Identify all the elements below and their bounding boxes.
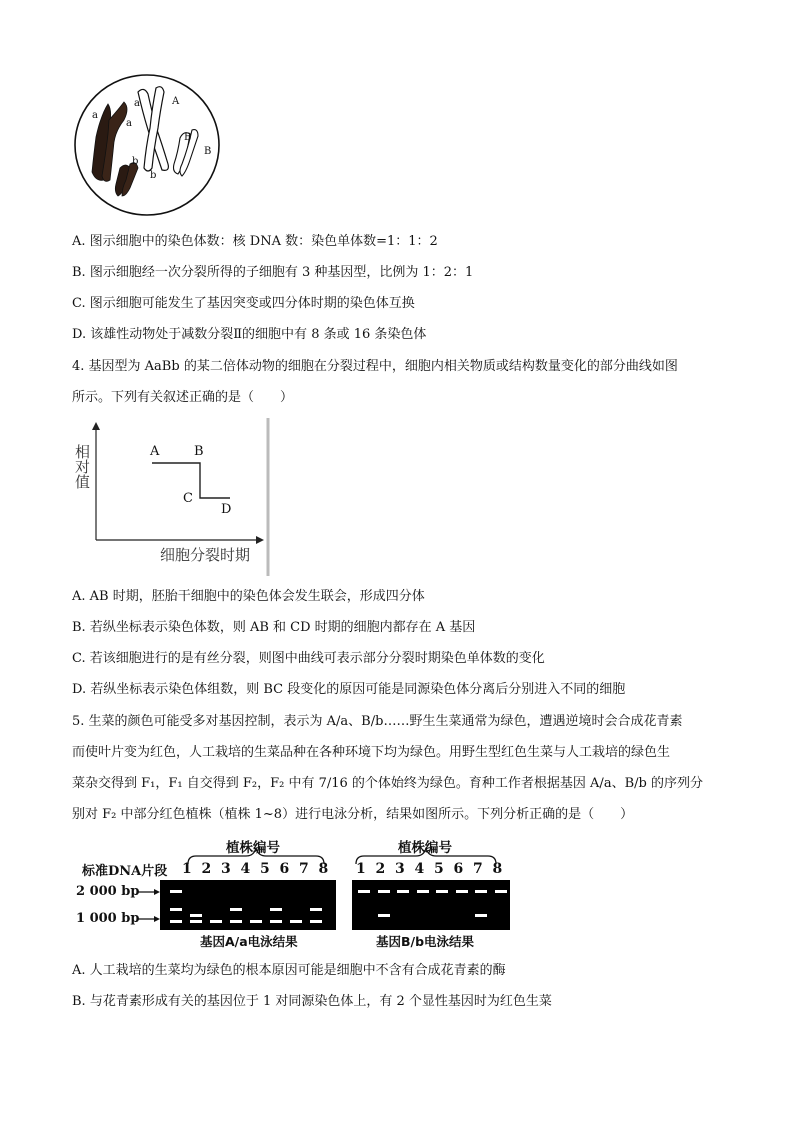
label-a2: a: [134, 98, 140, 109]
gelA-plant-header: 植株编号: [226, 840, 280, 856]
q4-stem-line2: 所示。下列有关叙述正确的是（ ）: [72, 390, 294, 405]
label-B2: B: [204, 146, 212, 157]
lane-number: 5: [260, 861, 270, 877]
gel-band-marker-2000: [170, 890, 182, 893]
gel-band-top: [397, 890, 409, 893]
gel-band-top: [170, 908, 182, 911]
gel-band-bottom: [290, 920, 302, 923]
q4-graph: [72, 418, 272, 576]
gel-band-bottom: [310, 920, 322, 923]
gel-b-image: [352, 880, 510, 930]
gel-band-top: [270, 908, 282, 911]
lane-number: 3: [221, 861, 231, 877]
label-b1: b: [132, 156, 139, 167]
std-dna-label: 标准DNA片段: [82, 864, 168, 879]
gel-band-bottom: [378, 914, 390, 917]
gel-band-bottom: [190, 920, 202, 923]
point-D: D: [221, 502, 232, 517]
lane-number: 1: [182, 861, 192, 877]
y-axis-arrow: [92, 422, 100, 430]
lane-number: 8: [318, 861, 329, 877]
q5-option-a: A. 人工栽培的生菜均为绿色的根本原因可能是细胞中不含有合成花青素的酶: [72, 963, 506, 978]
bp-2000-label: 2 000 bp: [76, 884, 140, 899]
gel-band-top: [417, 890, 429, 893]
cell-figure: [72, 72, 222, 218]
label-B1: B: [184, 132, 192, 143]
y-axis-label: 相对值: [73, 444, 91, 489]
gel-band-top: [436, 890, 448, 893]
gel-a-caption: 基因A/a电泳结果: [200, 934, 298, 949]
point-C: C: [183, 491, 193, 506]
label-b2: b: [150, 170, 157, 181]
bp-1000-label: 1 000 bp: [76, 911, 140, 926]
q3-option-a: A. 图示细胞中的染色体数：核 DNA 数：染色单体数=1：1：2: [72, 234, 438, 249]
lane-number: 6: [453, 861, 464, 877]
q4-option-b: B. 若纵坐标表示染色体数，则 AB 和 CD 时期的细胞内都存在 A 基因: [72, 620, 476, 635]
gel-b-caption: 基因B/b电泳结果: [376, 934, 475, 949]
gel-band-top: [358, 890, 370, 893]
gel-band-bottom: [475, 914, 487, 917]
gel-band-bottom: [230, 920, 242, 923]
lane-number: 2: [201, 861, 212, 877]
lane-number: 4: [414, 861, 425, 877]
q4-stem-line1: 4. 基因型为 AaBb 的某二倍体动物的细胞在分裂过程中，细胞内相关物质或结构数量变化的部分曲线如图: [72, 359, 678, 374]
gel-band-bottom: [170, 920, 182, 923]
q3-option-b: B. 图示细胞经一次分裂所得的子细胞有 3 种基因型，比例为 1：2：1: [72, 265, 474, 280]
point-A: A: [150, 444, 160, 459]
q5-stem-line3: 菜杂交得到 F₁，F₁ 自交得到 F₂，F₂ 中有 7/16 的个体始终为绿色。育种工作者根据基因 A/a、B/b 的序列分: [72, 776, 703, 791]
q3-option-c: C. 图示细胞可能发生了基因突变或四分体时期的染色体互换: [72, 296, 415, 311]
lane-number: 2: [375, 861, 386, 877]
label-a1: a: [92, 110, 98, 121]
gelB-plant-header: 植株编号: [398, 840, 452, 856]
gel-band-mid: [190, 914, 202, 917]
gel-band-bottom: [210, 920, 222, 923]
q5-stem-line4: 别对 F₂ 中部分红色植株（植株 1~8）进行电泳分析，结果如图所示。下列分析正确的是（ ）: [72, 807, 634, 822]
lane-number: 6: [279, 861, 290, 877]
gel-b-lane-numbers: [356, 861, 506, 879]
label-A: A: [172, 96, 180, 107]
gel-band-bottom: [270, 920, 282, 923]
cell-diagram: [72, 72, 222, 218]
q4-option-a: A. AB 时期，胚胎干细胞中的染色体会发生联会，形成四分体: [72, 589, 425, 604]
x-axis-arrow: [256, 536, 264, 544]
gel-band-top: [475, 890, 487, 893]
gel-a-image: [160, 880, 336, 930]
q5-stem-line1: 5. 生菜的颜色可能受多对基因控制，表示为 A/a、B/b……野生生菜通常为绿色，遭遇逆境时会合成花青素: [72, 714, 683, 729]
gel-band-top: [495, 890, 507, 893]
gel-a-lane-numbers: [182, 861, 332, 879]
gel-band-top: [378, 890, 390, 893]
gel-band-top: [310, 908, 322, 911]
lane-number: 5: [434, 861, 444, 877]
lane-number: 3: [395, 861, 405, 877]
gel-band-bottom: [250, 920, 262, 923]
x-axis-label: 细胞分裂时期: [160, 546, 251, 564]
lane-number: 7: [473, 861, 483, 877]
lane-number: 7: [299, 861, 309, 877]
q5-option-b: B. 与花青素形成有关的基因位于 1 对同源染色体上，有 2 个显性基因时为红色生菜: [72, 994, 552, 1009]
q5-stem-line2: 而使叶片变为红色，人工栽培的生菜品种在各种环境下均为绿色。用野生型红色生菜与人工栽培的绿色生: [72, 745, 671, 760]
q4-option-c: C. 若该细胞进行的是有丝分裂，则图中曲线可表示部分分裂时期染色单体数的变化: [72, 651, 545, 666]
point-B: B: [194, 444, 204, 459]
lane-number: 8: [492, 861, 503, 877]
gel-band-top: [456, 890, 468, 893]
lane-number: 1: [356, 861, 366, 877]
gel-figure: [76, 834, 516, 950]
chromosome-white-large: [138, 87, 168, 171]
q3-option-d: D. 该雄性动物处于减数分裂Ⅱ的细胞中有 8 条或 16 条染色体: [72, 327, 427, 342]
gel-band-top: [230, 908, 242, 911]
q4-option-d: D. 若纵坐标表示染色体组数，则 BC 段变化的原因可能是同源染色体分离后分别进入不同的细胞: [72, 682, 626, 697]
chromosome-dark-small: [115, 163, 138, 196]
label-a3: a: [126, 118, 132, 129]
lane-number: 4: [240, 861, 251, 877]
